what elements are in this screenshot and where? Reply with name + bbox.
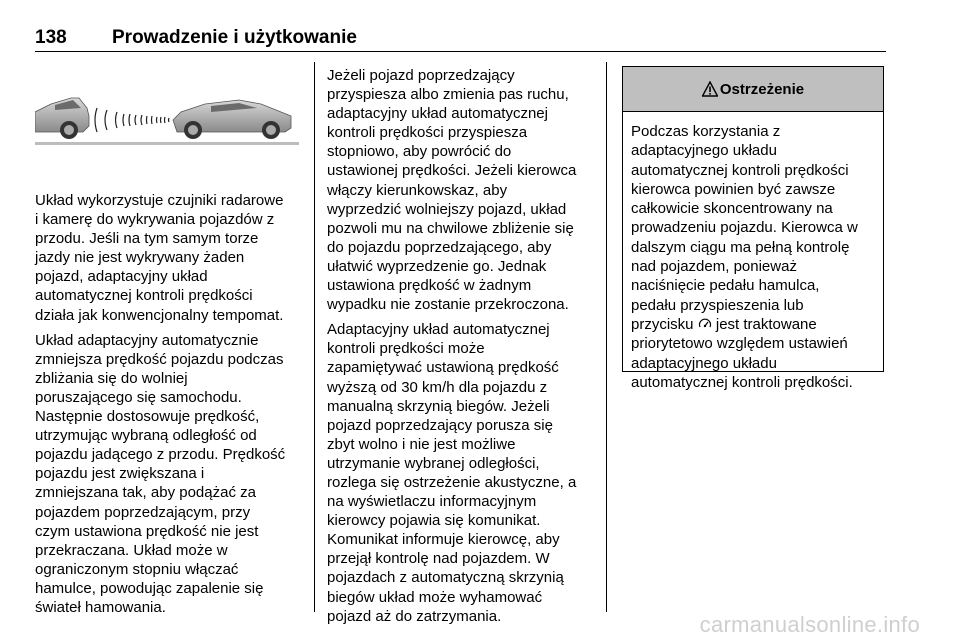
paragraph: Układ wykorzystuje czujniki radarowe i kamerę do wykrywania pojazdów z przodu. Jeśli na tym samym torze jazdy nie jest wykrywany żaden pojazd, adaptacyjny układ automatycznej kontroli prędkości działa jak konwencjonalny tempomat. — [35, 192, 284, 324]
radar-waves — [95, 108, 169, 132]
paragraph: Układ adaptacyjny automatycznie zmniejsza prędkość pojazdu podczas zbliżania się do wolniej poruszającego się samochodu. Następnie dostosowuje prędkość, utrzymując wybraną odległość od pojazdu jadącego z przodu. Prędkość pojazdu jest zwiększana i zmniejszana tak, aby podążać za pojazdem poprzedzającym, przy czym ustawiona prędkość nie jest przekraczana. Układ może w ograniczonym stopniu włączać hamulce, powodując zapalenie się świateł hamowania. — [35, 331, 286, 616]
warning-text — [623, 112, 883, 392]
page-title: Prowadzenie i użytkowanie — [112, 27, 357, 48]
warning-text-part-2: jest traktowane priorytetowo względem ustawień adaptacyjnego układu automatycznej kontroli prędkości. — [631, 315, 853, 391]
leading-car — [173, 100, 291, 139]
page-number: 138 — [35, 27, 67, 48]
paragraph: Jeżeli pojazd poprzedzający przyspiesza albo zmienia pas ruchu, adaptacyjny układ automatycznej kontroli prędkości przyspiesza stopniowo, aby powrócić do ustawionej prędkości. Jeżeli kierowca włączy kierunkowskaz, aby wyprzedzić wolniejszy pojazd, układ pozwoli mu na chwilowe zbliżenie się do pojazdu poprzedzającego, aby ułatwić wyprzedzenie go. Jednak ustawiona prędkość w żadnym wypadku nie zostanie przekroczona. — [327, 67, 577, 314]
column-1 — [35, 191, 305, 623]
warning-header — [623, 67, 883, 112]
column-2 — [327, 66, 597, 632]
warning-triangle-icon — [702, 81, 718, 97]
column-divider — [606, 62, 607, 612]
warning-title: Ostrzeżenie — [719, 80, 805, 98]
own-car — [35, 98, 89, 139]
warning-box — [622, 66, 884, 391]
page-header — [35, 27, 886, 53]
header-rule — [35, 51, 886, 52]
radar-illustration — [35, 86, 299, 146]
column-divider — [314, 62, 315, 612]
paragraph: Adaptacyjny układ automatycznej kontroli prędkości może zapamiętywać ustawioną prędkość wyższą od 30 km/h dla pojazdu z manualną skrzynią biegów. Jeżeli pojazd poprzedzający porusza się zbyt wolno i nie jest możliwe utrzymanie wybranej odległości, rozlega się ostrzeżenie akustyczne, a na wyświetlaczu informacyjnym kierowcy pojawia się komunikat. Komunikat informuje kierowcę, aby przejął kontrolę nad pojazdem. W pojazdach z automatyczną skrzynią biegów układ może wyhamować pojazd aż do zatrzymania. — [327, 321, 577, 625]
watermark: carmanualsonline.info — [699, 612, 920, 637]
warning-text-part-1: Podczas korzystania z adaptacyjnego układu automatycznej kontroli prędkości kierowca powinien być zawsze całkowicie skoncentrowany na prowadzeniu pojazdu. Kierowca w dalszym ciągu ma pełną kontrolę nad pojazdem, ponieważ naciśnięcie pedału hamulca, pedału przyspieszenia lub przycisku — [631, 123, 858, 333]
cruise-control-icon — [698, 317, 712, 331]
